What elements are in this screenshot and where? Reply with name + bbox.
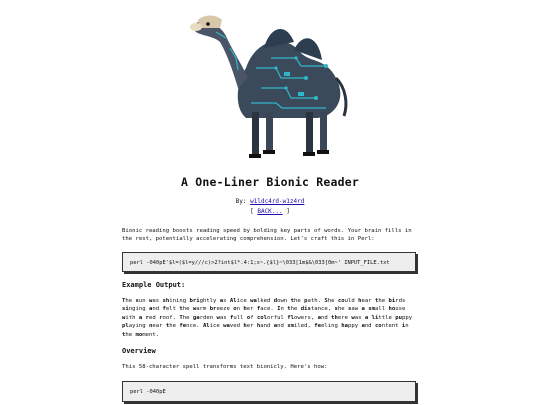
bionic-word: moment. xyxy=(135,331,160,338)
bionic-word: down xyxy=(273,298,288,304)
bionic-word: of xyxy=(246,314,254,321)
bionic-word: and xyxy=(273,323,284,330)
byline-prefix: By: xyxy=(235,198,247,205)
bionic-word: garden xyxy=(192,314,214,321)
bionic-word: feeling xyxy=(314,323,338,330)
bionic-word: waved xyxy=(223,323,241,330)
bionic-word: and xyxy=(317,314,328,321)
bionic-word: on xyxy=(233,306,241,313)
bionic-word: in xyxy=(401,323,409,330)
bionic-word: birds xyxy=(388,298,406,304)
bionic-word: saw xyxy=(347,306,359,313)
camel-illustration xyxy=(186,8,354,164)
bionic-word: red xyxy=(145,314,156,321)
bionic-word: and xyxy=(361,323,372,330)
bionic-word: colorful xyxy=(256,314,284,321)
bionic-word: flowers, xyxy=(287,314,315,321)
back-link[interactable]: BACK... xyxy=(257,208,283,215)
bionic-word: playing xyxy=(122,323,146,330)
bionic-word: walked xyxy=(250,298,271,304)
bionic-word: Alice xyxy=(202,323,220,330)
bionic-word: full xyxy=(229,314,244,321)
bionic-word: her xyxy=(243,323,254,330)
bionic-word: small xyxy=(368,306,386,313)
bionic-word: the xyxy=(287,306,298,313)
bionic-word: roof. xyxy=(159,314,176,321)
bionic-word: her xyxy=(243,306,254,313)
overview-paragraph: This 58-character spell transforms text bionicly. Here's how: xyxy=(122,364,328,370)
bionic-word: the xyxy=(165,323,176,330)
bionic-word: content xyxy=(374,323,399,330)
bionic-word: a xyxy=(138,314,143,321)
bionic-word: She xyxy=(324,298,335,304)
example-output xyxy=(122,297,418,339)
bionic-word: little xyxy=(371,314,392,321)
bionic-word: The xyxy=(179,314,190,321)
bionic-word: the xyxy=(122,331,133,338)
bionic-word: brightly xyxy=(189,298,217,304)
bionic-word: the xyxy=(179,306,190,313)
bionic-word: there xyxy=(331,314,348,321)
bionic-word: singing xyxy=(122,306,146,313)
bionic-word: smiled, xyxy=(287,323,311,330)
code-block-main[interactable]: perl -040pE'$l=($l=y///c)>2?int$l*.4:1;s~.{$l}~\033[1m$&\033[0m~' INPUT_FILE.txt xyxy=(122,252,416,272)
bionic-word: warm xyxy=(192,306,207,313)
bionic-word: near xyxy=(148,323,163,330)
bionic-word: and xyxy=(148,306,160,313)
bionic-word: hear xyxy=(358,298,372,304)
bionic-word: a xyxy=(364,314,369,321)
bionic-word: path. xyxy=(304,298,321,304)
code-block-small[interactable]: perl -040pE xyxy=(122,381,416,402)
page-title: A One-Liner Bionic Reader xyxy=(180,175,360,189)
bionic-word: distance, xyxy=(300,306,332,313)
bionic-word: puppy xyxy=(395,314,413,321)
bionic-word: was xyxy=(149,298,160,304)
bionic-word: sun xyxy=(135,298,146,304)
bionic-word: she xyxy=(334,306,345,313)
bionic-word: In xyxy=(277,306,284,313)
bionic-word: was xyxy=(351,314,362,321)
bionic-word: the xyxy=(374,298,386,304)
bionic-word: felt xyxy=(162,306,176,313)
bionic-word: was xyxy=(216,314,227,321)
bionic-word: a xyxy=(361,306,365,313)
overview-heading: Overview xyxy=(122,347,156,355)
bionic-word: happy xyxy=(341,323,359,330)
bionic-word: with xyxy=(122,314,136,321)
bionic-word: fence. xyxy=(179,323,200,330)
bionic-word: could xyxy=(337,298,355,304)
author-link[interactable]: w1ldc4rd-w1z4rd xyxy=(250,198,305,205)
camel-icon xyxy=(186,8,354,164)
bionic-word: Alice xyxy=(229,298,247,304)
bionic-word: The xyxy=(122,298,133,304)
bionic-word: hand xyxy=(256,323,271,330)
back-nav xyxy=(0,208,540,215)
bionic-word: the xyxy=(290,298,301,304)
back-bracket-close: ] xyxy=(286,208,290,215)
byline xyxy=(0,198,540,205)
back-bracket-open: [ xyxy=(250,208,254,215)
bionic-word: face. xyxy=(256,306,274,313)
bionic-word: as xyxy=(219,298,227,304)
intro-paragraph: Bionic reading boosts reading speed by bolding key parts of words. Your brain fills in the rest, potentially accelerating comprehension. Let's craft this in Perl: xyxy=(122,228,412,243)
bionic-word: shining xyxy=(162,298,187,304)
bionic-word: breeze xyxy=(209,306,230,313)
bionic-word: house xyxy=(388,306,406,313)
example-heading: Example Output: xyxy=(122,281,186,289)
